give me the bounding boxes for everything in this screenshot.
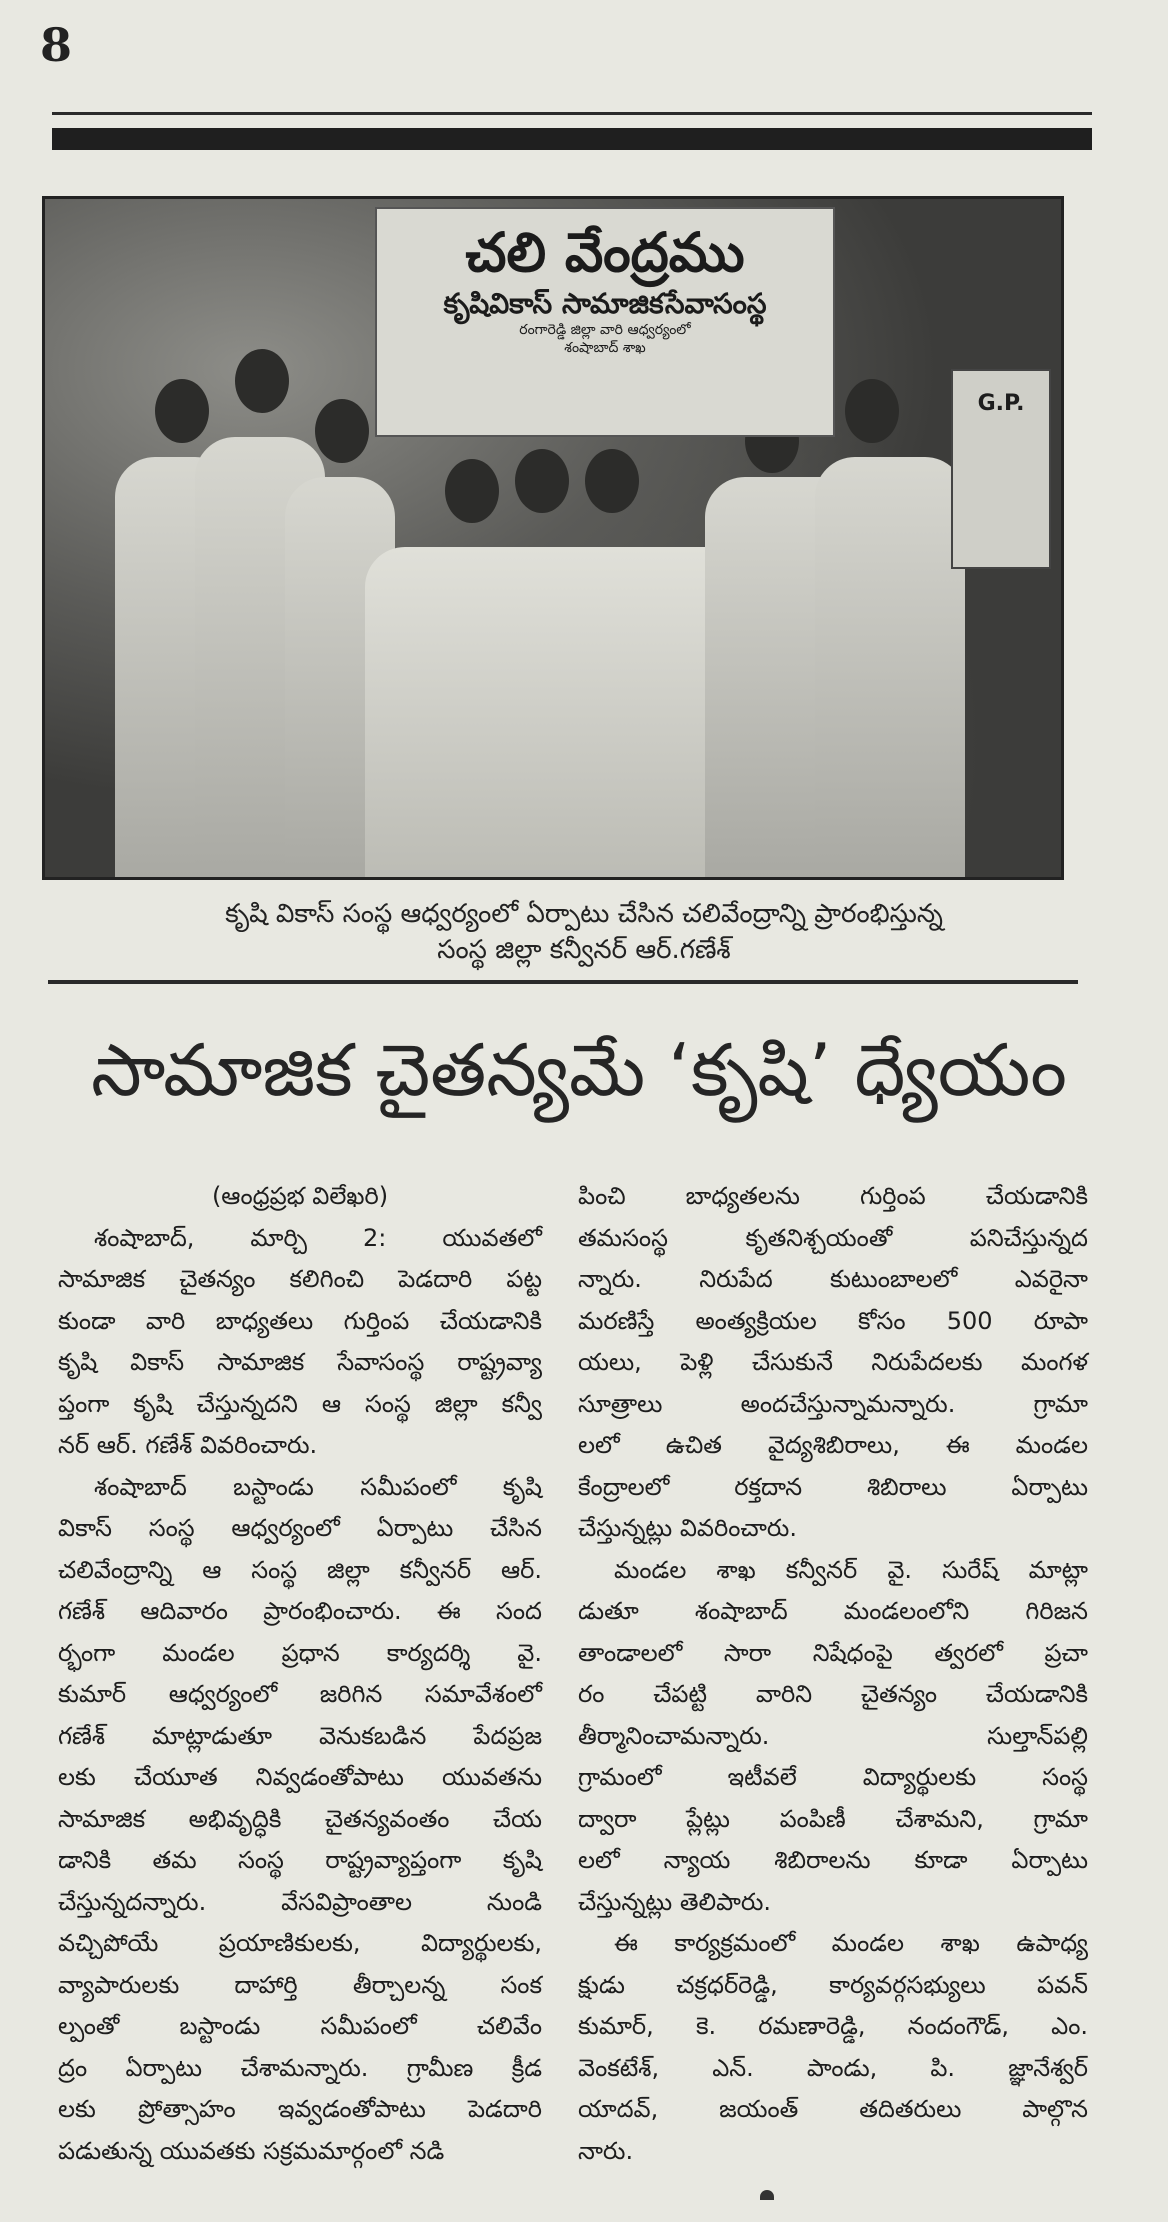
article-line: ర్భంగా మండల ప్రధాన కార్యదర్శి వై.: [58, 1638, 542, 1667]
caption-line: కృషి వికాస్ సంస్థ ఆధ్వర్యంలో ఏర్పాటు చేసిన చలివేంద్రాన్ని ప్రారంభిస్తున్న: [225, 899, 943, 929]
headline: సామాజిక చైతన్యమే ‘కృషి’ ధ్యేయం: [91, 1028, 1067, 1112]
article-column-left: [58, 1176, 542, 2172]
person-head: [315, 399, 369, 463]
article-column-right: [578, 1176, 1088, 2172]
article-line: తాండాలలో సారా నిషేధంపై త్వరలో ప్రచా: [578, 1638, 1088, 1667]
article-line: న్నారు. నిరుపేద కుటుంబాలలో ఎవరైనా: [578, 1265, 1088, 1293]
article-line: ప్తంగా కృషి చేస్తున్నదని ఆ సంస్థ జిల్లా కన్వీ: [58, 1389, 542, 1418]
article-line: గ్రామంలో ఇటీవలే విద్యార్థులకు సంస్థ: [578, 1763, 1088, 1791]
person: [815, 457, 965, 877]
article-line: పడుతున్న యువతకు సక్రమమార్గంలో నడి: [58, 2136, 445, 2165]
article-line: రం చేపట్టి వారిని చైతన్యం చేయడానికి: [578, 1680, 1088, 1708]
article-line: శంషాబాద్, మార్చి 2: యువతలో: [94, 1223, 542, 1252]
section-rule: [48, 980, 1078, 984]
article-line: చేస్తున్నట్లు తెలిపారు.: [578, 1887, 772, 1916]
article-line: కృషి వికాస్ సామాజిక సేవాసంస్థ రాష్ట్రవ్యా: [58, 1348, 542, 1376]
article-line: సామాజిక అభివృద్ధికి చైతన్యవంతం చేయ: [58, 1804, 542, 1833]
header-rule-thick: [52, 128, 1092, 150]
article-line: వచ్చిపోయే ప్రయాణికులకు, విద్యార్థులకు,: [58, 1929, 542, 1957]
banner-line: రంగారెడ్డి జిల్లా వారి ఆధ్వర్యంలో: [519, 321, 691, 338]
article-line: తమసంస్థ కృతనిశ్చయంతో పనిచేస్తున్నద: [578, 1223, 1088, 1252]
article-line: మరణిస్తే అంత్యక్రియల కోసం 500 రూపా: [578, 1306, 1088, 1335]
photo-banner: [375, 207, 835, 437]
person-head: [155, 379, 209, 443]
article-line: ద్రం ఏర్పాటు చేశామన్నారు. గ్రామీణ క్రీడ: [58, 2053, 542, 2082]
person-head: [235, 349, 289, 413]
shop-sign: G.P.: [951, 369, 1051, 569]
banner-org: కృషివికాస్ సామాజికసేవాసంస్థ: [443, 286, 767, 320]
person-head: [445, 459, 499, 523]
article-line: చలివేంద్రాన్ని ఆ సంస్థ జిల్లా కన్వీనర్ ఆర్.: [58, 1555, 542, 1584]
article-line: నారు.: [578, 2136, 634, 2165]
article-line: సూత్రాలు అందచేస్తున్నామన్నారు. గ్రామా: [578, 1389, 1088, 1418]
article-line: యాదవ్, జయంత్ తదితరులు పాల్గొన: [578, 2095, 1088, 2123]
article-line: ఈ కార్యక్రమంలో మండల శాఖ ఉపాధ్య: [614, 1929, 1088, 1957]
article-line: కుండా వారి బాధ్యతలు గుర్తింప చేయడానికి: [58, 1306, 542, 1335]
article-line: వెంకటేశ్, ఎన్. పాండు, పి. జ్ఞానేశ్వర్: [578, 2053, 1088, 2082]
news-photo: [42, 196, 1064, 880]
article-line: వికాస్ సంస్థ ఆధ్వర్యంలో ఏర్పాటు చేసిన: [58, 1514, 542, 1542]
article-line: డానికి తమ సంస్థ రాష్ట్రవ్యాప్తంగా కృషి: [58, 1846, 542, 1874]
article-line: కేంద్రాలలో రక్తదాన శిబిరాలు ఏర్పాటు: [578, 1472, 1088, 1501]
caption-line: సంస్థ జిల్లా కన్వీనర్ ఆర్.గణేశ్: [437, 935, 731, 965]
article-line: వ్యాపారులకు దాహార్తి తీర్చాలన్న సంక: [58, 1970, 542, 1999]
person-head: [845, 379, 899, 443]
end-mark: [760, 2190, 774, 2200]
person-head: [515, 449, 569, 513]
photo-caption: [44, 896, 1124, 968]
article-line: గణేశ్ మాట్లాడుతూ వెనుకబడిన పేదప్రజ: [58, 1721, 542, 1750]
header-rule-thin: [52, 112, 1092, 115]
byline: (ఆంధ్రప్రభ విలేఖరి): [211, 1182, 389, 1210]
article-line: డుతూ శంషాబాద్ మండలంలోని గిరిజన: [578, 1597, 1088, 1625]
article-line: చేస్తున్నట్లు వివరించారు.: [578, 1514, 797, 1542]
banner-title: చలి వేంద్రము: [465, 221, 745, 284]
article-line: పించి బాధ్యతలను గుర్తింప చేయడానికి: [578, 1182, 1088, 1210]
article-line: లకు చేయూత నివ్వడంతోపాటు యువతను: [58, 1763, 542, 1791]
article-line: క్షుడు చక్రధర్‌రెడ్డి, కార్యవర్గసభ్యులు పవన్: [578, 1970, 1088, 1999]
article-line: ల్పంతో బస్టాండు సమీపంలో చలివేం: [58, 2012, 542, 2040]
banner-line: శంషాబాద్ శాఖ: [564, 339, 646, 356]
page-number: 8: [40, 18, 73, 72]
article-line: లలో ఉచిత వైద్యశిబిరాలు, ఈ మండల: [578, 1431, 1088, 1459]
article-line: తీర్మానించామన్నారు. సుల్తాన్‌పల్లి: [578, 1721, 1088, 1750]
article-line: లలో న్యాయ శిబిరాలను కూడా ఏర్పాటు: [578, 1846, 1088, 1874]
article-line: గణేశ్ ఆదివారం ప్రారంభించారు. ఈ సంద: [58, 1597, 542, 1625]
person-head: [585, 449, 639, 513]
article-line: శంషాబాద్ బస్టాండు సమీపంలో కృషి: [94, 1472, 542, 1501]
article-line: సామాజిక చైతన్యం కలిగించి పెడదారి పట్ట: [58, 1265, 542, 1293]
article-line: లకు ప్రోత్సాహం ఇవ్వడంతోపాటు పెడదారి: [58, 2095, 542, 2123]
article-line: చేస్తున్నదన్నారు. వేసవిప్రాంతాల నుండి: [58, 1887, 542, 1916]
article-line: మండల శాఖ కన్వీనర్ వై. సురేష్ మాట్లా: [614, 1555, 1088, 1584]
article-line: ద్వారా ప్లేట్లు పంపిణీ చేశామని, గ్రామా: [578, 1804, 1088, 1833]
article-line: కుమార్, కె. రమణారెడ్డి, నందంగౌడ్, ఎం.: [578, 2012, 1088, 2040]
article-line: యలు, పెళ్లి చేసుకునే నిరుపేదలకు మంగళ: [578, 1348, 1088, 1376]
article-line: నర్ ఆర్. గణేశ్ వివరించారు.: [58, 1431, 318, 1459]
article-line: కుమార్ ఆధ్వర్యంలో జరిగిన సమావేశంలో: [58, 1680, 542, 1708]
crowd: [365, 547, 745, 877]
